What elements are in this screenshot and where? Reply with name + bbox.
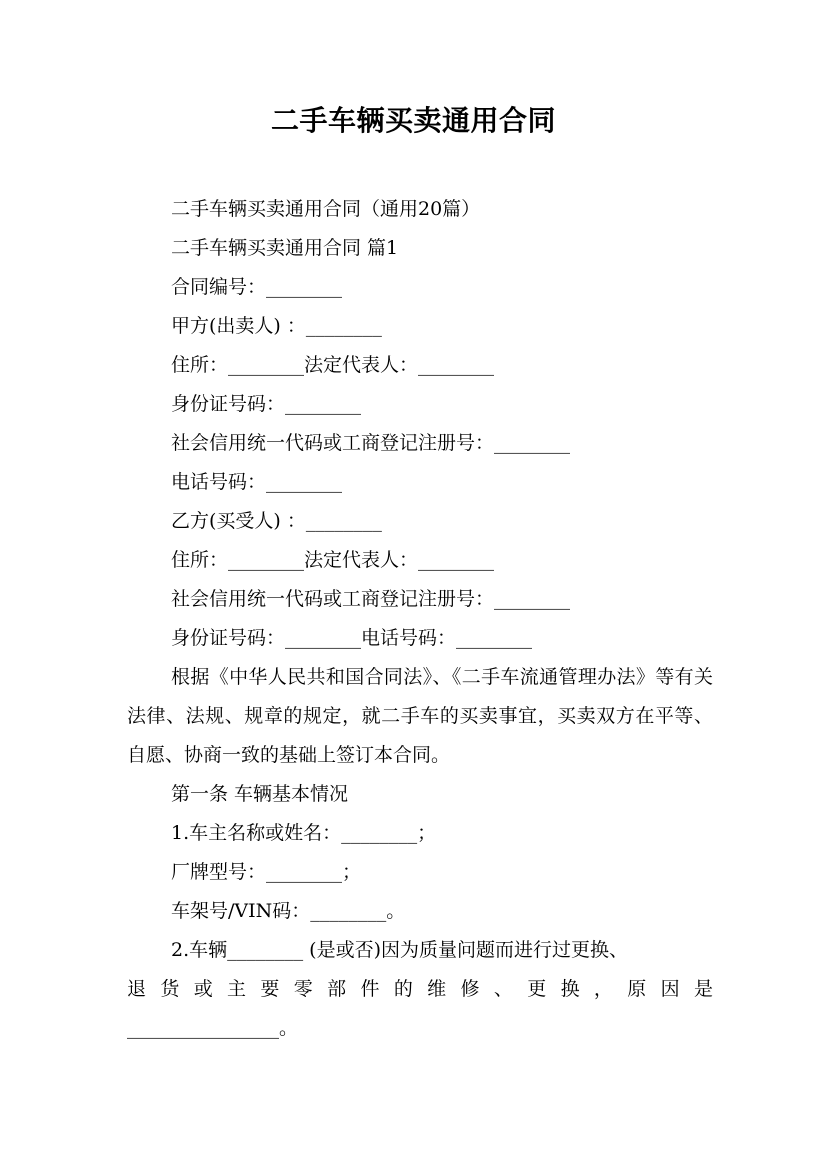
party-b-address-line: 住所：________法定代表人：________ (171, 549, 495, 571)
party-b-id-phone-line: 身份证号码：________电话号码：________ (171, 627, 533, 649)
vin-line: 车架号/VIN码：________。 (171, 900, 406, 922)
owner-name-line: 1.车主名称或姓名：________； (171, 822, 437, 844)
party-a-id-line: 身份证号码：________ (171, 393, 362, 415)
document-title: 二手车辆买卖通用合同 (270, 104, 556, 137)
brand-model-line: 厂牌型号：________； (171, 861, 362, 883)
subtitle-line: 二手车辆买卖通用合同（通用20篇） (171, 198, 481, 220)
item-two-line-1: 2.车辆________ (是或否)因为质量问题而进行过更换、 (171, 939, 628, 961)
item-two-line-2: 退货或主要零部件的维修、更换，原因是 (127, 978, 713, 1000)
party-a-address-line: 住所：________法定代表人：________ (171, 354, 495, 376)
party-a-phone-line: 电话号码：________ (171, 471, 343, 493)
party-b-credit-code-line: 社会信用统一代码或工商登记注册号：________ (171, 588, 571, 610)
article-one-heading: 第一条 车辆基本情况 (171, 783, 349, 805)
party-a-line: 甲方(出卖人) ：________ (171, 315, 382, 337)
basis-paragraph: 根据《中华人民共和国合同法》、《二手车流通管理办法》等有关法律、法规、规章的规定，就二手车的买卖事宜，买卖双方在平等、自愿、协商一致的基础上签订本合同。 (127, 666, 713, 766)
section-heading: 二手车辆买卖通用合同 篇1 (171, 237, 399, 259)
item-two-line-3: ________________。 (127, 1017, 299, 1039)
party-a-credit-code-line: 社会信用统一代码或工商登记注册号：________ (171, 432, 571, 454)
party-b-line: 乙方(买受人) ：________ (171, 510, 382, 532)
document-body (127, 190, 713, 1048)
contract-number-line: 合同编号：________ (171, 276, 343, 298)
